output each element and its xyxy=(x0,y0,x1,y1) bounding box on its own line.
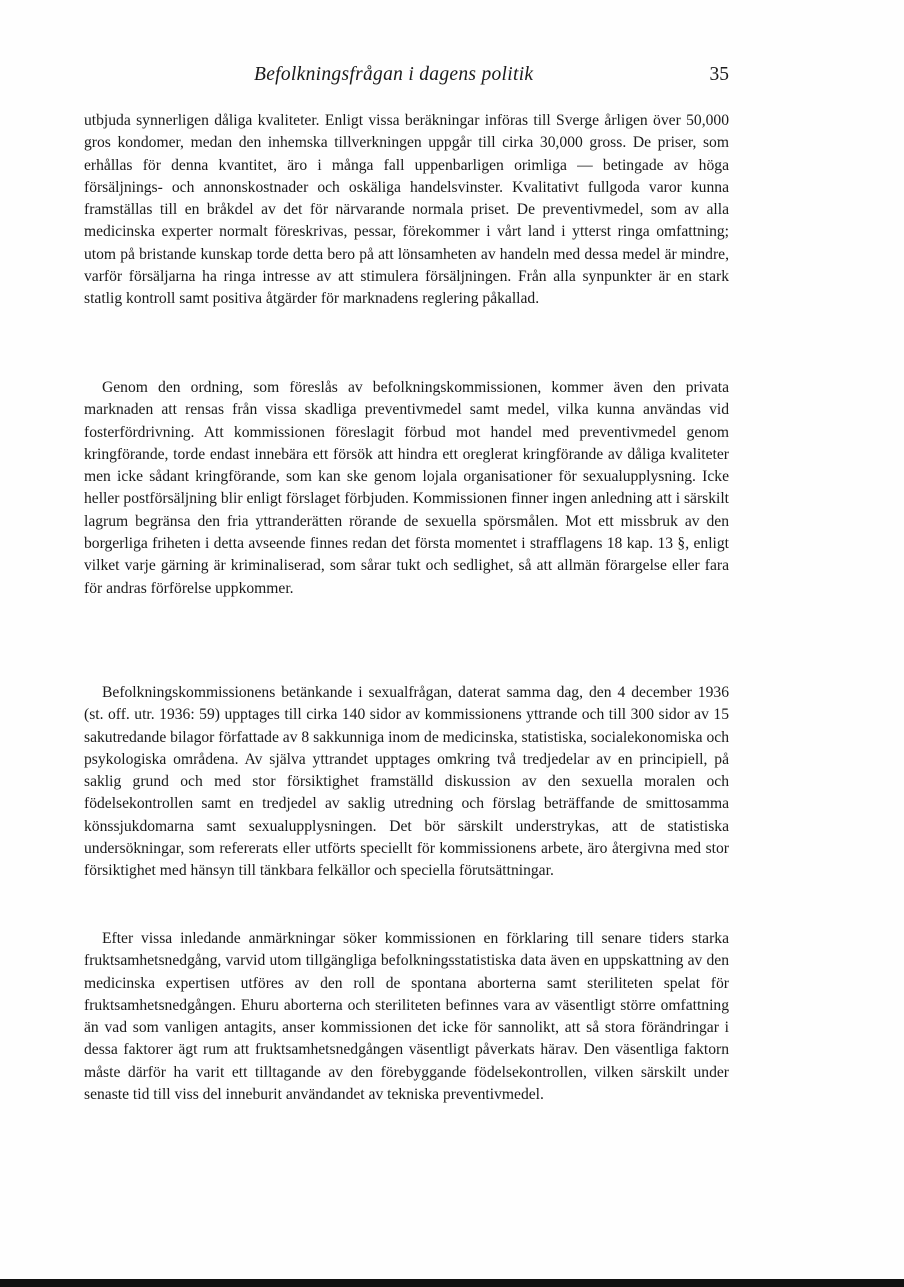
running-title: Befolkningsfrågan i dagens politik xyxy=(254,64,534,85)
paragraph-3: Befolkningskommissionens betänkande i sexualfrågan, daterat samma dag, den 4 december 1936 (st. off. utr. 1936: 59) upptages till cirka 140 sidor av kommissionens yttrande och till 300 sidor av 15 sakutredande bilagor författade av 8 sakkunniga inom de medicinska, statistiska, socialekonomiska och psykologiska områdena. Av själva yttrandet upptages omkring två tredjedelar av en principiell, på saklig grund och med stor försiktighet framställd diskussion av den sexuella moralen och födelsekontrollen samt en tredjedel av saklig utredning och förslag beträffande de smittosamma könssjukdomarna samt sexualupplysningen. Det bör särskilt understrykas, att de statistiska undersökningar, som refererats eller utförts speciellt för kommissionens arbete, äro återgivna med stor försiktighet med hänsyn till tänkbara felkällor och speciella förutsättningar. xyxy=(84,684,729,880)
page-number: 35 xyxy=(709,64,729,85)
page-header xyxy=(84,64,729,90)
paragraph-1: utbjuda synnerligen dåliga kvaliteter. Enligt vissa beräkningar införas till Sverge årligen över 50,000 gros kondomer, medan den inhemska tillverkningen uppgår till cirka 30,000 gross. De priser, som erhållas för denna kvantitet, äro i många fall uppenbarligen orimliga — betingade av höga försäljnings- och annonskostnader och oskäliga handelsvinster. Kvalitativt fullgoda varor kunna framställas till en bråkdel av det för närvarande normala priset. De preventivmedel, som av alla medicinska experter normalt föreskrivas, pessar, förekommer i vårt land i ytterst ringa omfattning; utom på bristande kunskap torde detta bero på att lönsamheten av handeln med dessa medel är mindre, varför försäljarna ha ringa intresse av att stimulera försäljningen. Från alla synpunkter är en stark statlig kontroll samt positiva åtgärder för marknadens reglering påkallad. xyxy=(84,112,729,308)
paragraph-2: Genom den ordning, som föreslås av befolkningskommissionen, kommer även den privata marknaden att rensas från vissa skadliga preventivmedel samt medel, vilka kunna användas vid fosterfördrivning. Att kommissionen föreslagit förbud mot handel med preventivmedel genom kringförande, torde endast innebära ett försök att hindra ett oreglerat kringförande av dåliga kvaliteter men icke sådant kringförande, som kan ske genom lojala organisationer för sexualupplysning. Icke heller postförsäljning blir enligt förslaget förbjuden. Kommissionen finner ingen anledning att i särskilt lagrum begränsa den fria yttranderätten rörande de sexuella spörsmålen. Mot ett missbruk av den borgerliga friheten i detta avseende finnes redan det första momentet i strafflagens 18 kap. 13 §, enligt vilket varje gärning är kriminaliserad, som sårar tukt och sedlighet, så att allmän förargelse eller fara för andras förförelse uppkommer. xyxy=(84,379,729,597)
scan-bottom-edge xyxy=(0,1279,904,1287)
paragraph-4: Efter vissa inledande anmärkningar söker kommissionen en förklaring till senare tiders starka fruktsamhetsnedgång, varvid utom tillgängliga befolkningsstatistiska data även en uppskattning av den medicinska expertisen utföres av den roll de spontana aborterna samt steriliteten spelat för fruktsamhetsnedgången. Ehuru aborterna och steriliteten befinnes vara av väsentligt större omfattning än vad som vanligen antagits, anser kommissionen det icke för sannolikt, att så stora förändringar i dessa faktorer ägt rum att fruktsamhetsnedgången väsentligt påverkats härav. Den väsentliga faktorn måste därför ha varit ett tilltagande av den förebyggande födelsekontrollen, vilken särskilt under senaste tid till viss del inneburit användandet av tekniska preventivmedel. xyxy=(84,930,729,1104)
